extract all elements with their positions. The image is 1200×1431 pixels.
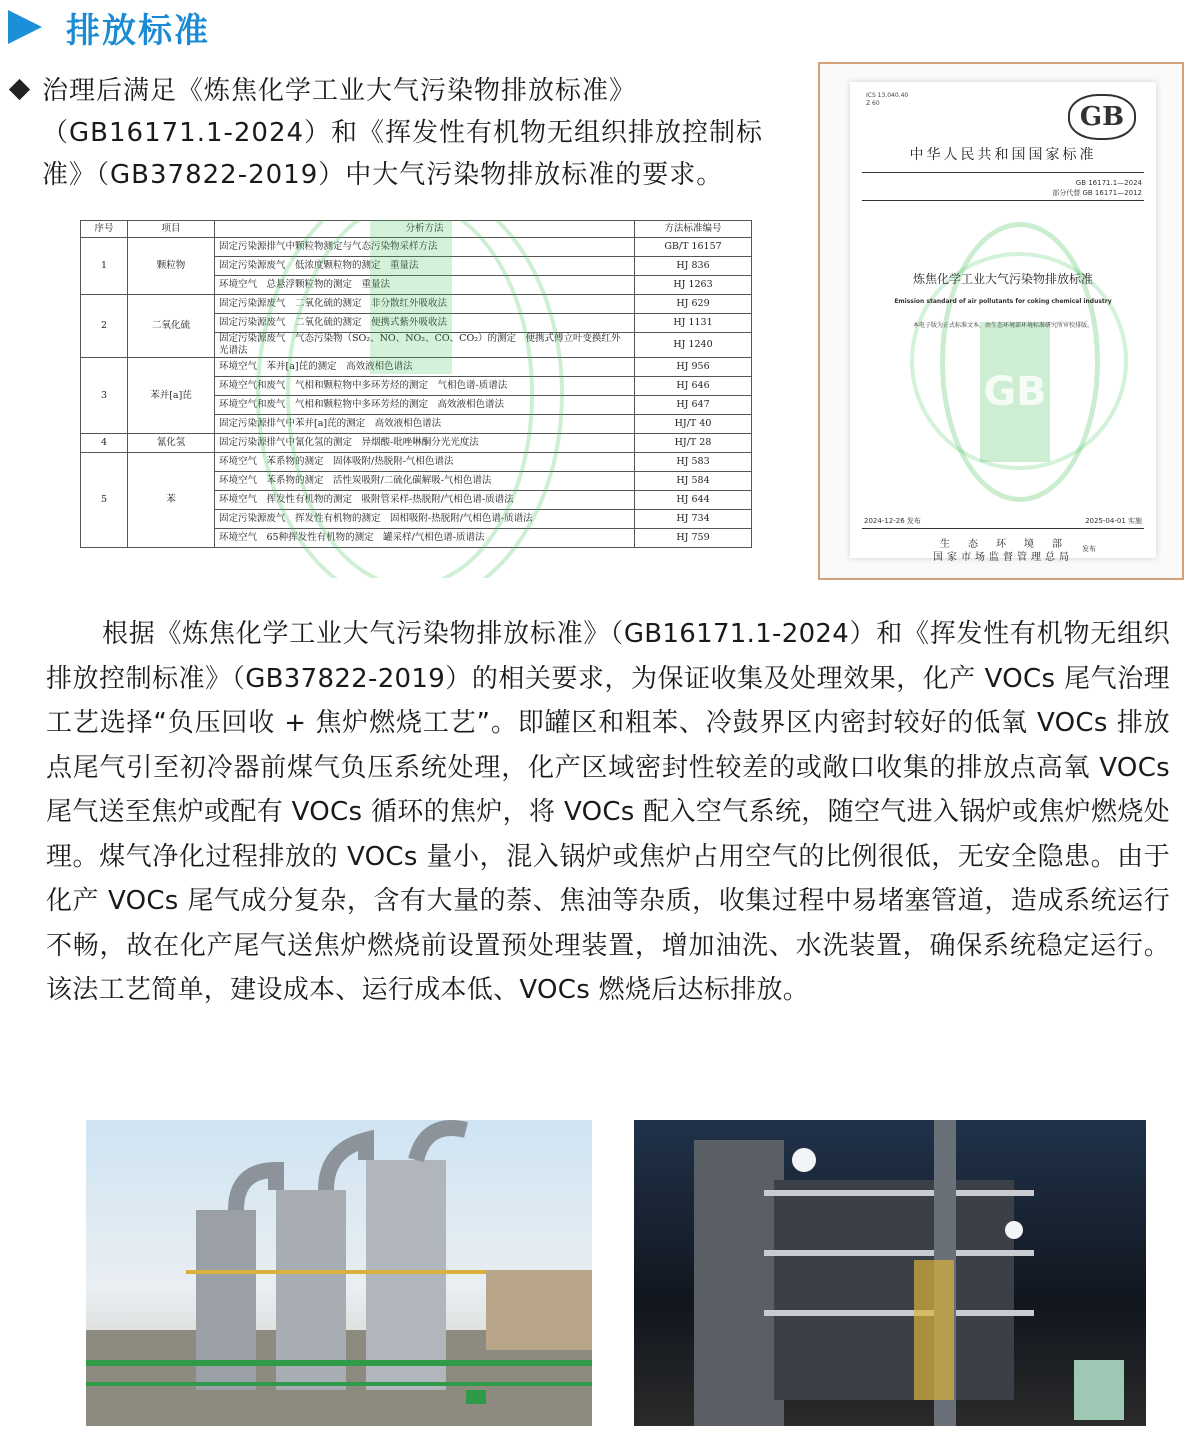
org-name: 国家市场监督管理总局 <box>933 552 1073 563</box>
standard-cell: HJ 646 <box>635 377 752 396</box>
cover-national-title: 中华人民共和国国家标准 <box>909 147 1097 163</box>
standard-cell: HJ 629 <box>635 295 752 314</box>
ics-code: ICS 13.040.40 <box>866 92 909 99</box>
standard-cell: HJ 644 <box>635 491 752 510</box>
row-item: 氰化氢 <box>128 434 215 453</box>
standard-cell: HJ 956 <box>635 358 752 377</box>
standard-cell: HJ 836 <box>635 257 752 276</box>
issue-label: 发布 <box>1082 545 1096 553</box>
publish-date: 2024-12-26 发布 <box>864 517 921 525</box>
row-number: 2 <box>81 295 128 358</box>
method-cell: 固定污染源废气 低浓度颗粒物的测定 重量法 <box>215 257 635 276</box>
divider <box>862 528 1144 529</box>
standard-cell: HJ 734 <box>635 510 752 529</box>
issuing-orgs <box>850 538 1156 564</box>
section-title: 排放标准 <box>66 10 210 51</box>
cover-title-cn: 炼焦化学工业大气污染物排放标准 <box>912 272 1093 286</box>
method-cell: 固定污染源排气中苯并[a]芘的测定 高效液相色谱法 <box>215 415 635 434</box>
cover-page <box>850 82 1156 563</box>
gb-logo: GB <box>1068 94 1136 140</box>
row-number: 5 <box>81 453 128 548</box>
cover-note: 本电子版为正式标准文本，由生态环境部环境标准研究所审校排版。 <box>912 322 1093 329</box>
standard-cell: HJ 759 <box>635 529 752 548</box>
table-header: 方法标准编号 <box>635 221 752 238</box>
method-cell: 环境空气 65种挥发性有机物的测定 罐采样/气相色谱-质谱法 <box>215 529 635 548</box>
standard-cell: HJ 1263 <box>635 276 752 295</box>
row-item: 二氧化硫 <box>128 295 215 358</box>
method-cell: 环境空气和废气 气相和颗粒物中多环芳烃的测定 高效液相色谱法 <box>215 396 635 415</box>
body-text: 根据《炼焦化学工业大气污染物排放标准》（GB16171.1-2024）和《挥发性有机物无组织排放控制标准》（GB37822-2019）的相关要求，为保证收集及处理效果，化产 VOCs 尾气治理工艺选择“负压回收 + 焦炉燃烧工艺”。即罐区和粗苯、冷鼓界区内密封较好的低氧 VOCs 排放点尾气引至初冷器前煤气负压系统处理，化产区域密封性较差的或敞口收集的排放点高氧 VOCs 尾气送至焦炉或配有 VOCs 循环的焦炉，将 VOCs 配入空气系统，随空气进入锅炉或焦炉燃烧处理。煤气净化过程排放的 VOCs 量小，混入锅炉或焦炉占用空气的比例很低，无安全隐患。由于化产 VOCs 尾气成分复杂，含有大量的萘、焦油等杂质，收集过程中易堵塞管道，造成系统运行不畅，故在化产尾气送焦炉燃烧前设置预处理装置，增加油洗、水洗装置，确保系统稳定运行。该法工艺简单，建设成本、运行成本低、VOCs 燃烧后达标排放。 <box>46 619 1170 1005</box>
row-number: 3 <box>81 358 128 434</box>
method-cell: 固定污染源排气中颗粒物测定与气态污染物采样方法 <box>215 238 635 257</box>
standard-cover-image <box>818 62 1184 580</box>
standard-cell: HJ/T 40 <box>635 415 752 434</box>
table-row <box>81 453 752 472</box>
section-header <box>8 4 210 50</box>
table-row <box>81 238 752 257</box>
table-header: 分析方法 <box>215 221 635 238</box>
standard-cell: GB/T 16157 <box>635 238 752 257</box>
table-row <box>81 295 752 314</box>
table-header-row <box>81 221 752 238</box>
divider <box>862 172 1144 173</box>
method-cell: 固定污染源排气中氰化氢的测定 异烟酸-吡唑啉酮分光光度法 <box>215 434 635 453</box>
method-table <box>80 220 752 548</box>
watermark-gb: GB <box>980 322 1050 462</box>
row-number: 1 <box>81 238 128 295</box>
method-cell: 环境空气 总悬浮颗粒物的测定 重量法 <box>215 276 635 295</box>
row-item: 苯 <box>128 453 215 548</box>
table-row <box>81 358 752 377</box>
standard-cell: HJ 1240 <box>635 333 752 358</box>
standard-cell: HJ/T 28 <box>635 434 752 453</box>
towers-illustration <box>86 1120 592 1426</box>
row-number: 4 <box>81 434 128 453</box>
method-cell: 环境空气和废气 气相和颗粒物中多环芳烃的测定 气相色谱-质谱法 <box>215 377 635 396</box>
row-item: 苯并[a]芘 <box>128 358 215 434</box>
standard-cell: HJ 584 <box>635 472 752 491</box>
method-cell: 固定污染源废气 二氧化硫的测定 便携式紫外吸收法 <box>215 314 635 333</box>
method-cell: 固定污染源废气 挥发性有机物的测定 固相吸附-热脱附/气相色谱-质谱法 <box>215 510 635 529</box>
standard-cell: HJ 583 <box>635 453 752 472</box>
table-row <box>81 434 752 453</box>
bullet-paragraph <box>12 70 802 196</box>
method-cell: 固定污染源废气 二氧化硫的测定 非分散红外吸收法 <box>215 295 635 314</box>
method-cell: 环境空气 苯系物的测定 活性炭吸附/二硫化碳解吸-气相色谱法 <box>215 472 635 491</box>
bullet-text: 治理后满足《炼焦化学工业大气污染物排放标准》（GB16171.1-2024）和《挥发性有机物无组织排放控制标准》（GB37822-2019）中大气污染物排放标准的要求。 <box>42 76 764 190</box>
z-code: Z 60 <box>866 100 880 107</box>
plant-photo-night <box>634 1120 1146 1426</box>
method-cell: 环境空气 挥发性有机物的测定 吸附管采样-热脱附/气相色谱-质谱法 <box>215 491 635 510</box>
body-paragraph <box>46 612 1170 1013</box>
row-item: 颗粒物 <box>128 238 215 295</box>
cover-title-en: Emission standard of air pollutants for coking chemical industry <box>894 298 1112 305</box>
divider <box>862 200 1144 201</box>
cover-standard-number <box>1052 178 1142 198</box>
implement-date: 2025-04-01 实施 <box>1085 517 1142 525</box>
arrow-icon <box>8 10 42 44</box>
cover-ics <box>866 92 908 108</box>
method-cell: 环境空气 苯并[a]芘的测定 高效液相色谱法 <box>215 358 635 377</box>
standard-cell: HJ 647 <box>635 396 752 415</box>
org-name: 生 态 环 境 部 <box>940 539 1066 550</box>
method-table-image <box>80 220 752 578</box>
table-header: 项目 <box>128 221 215 238</box>
replaces-text: 部分代替 GB 16171—2012 <box>1052 189 1142 197</box>
standard-number: GB 16171.1—2024 <box>1075 179 1142 187</box>
method-cell: 固定污染源废气 气态污染物（SO₂、NO、NO₂、CO、CO₂）的测定 便携式傅立叶变换红外光谱法 <box>215 333 635 358</box>
night-plant-illustration <box>634 1120 1146 1426</box>
standard-cell: HJ 1131 <box>635 314 752 333</box>
table-header: 序号 <box>81 221 128 238</box>
method-cell: 环境空气 苯系物的测定 固体吸附/热脱附-气相色谱法 <box>215 453 635 472</box>
plant-photo-day <box>86 1120 592 1426</box>
